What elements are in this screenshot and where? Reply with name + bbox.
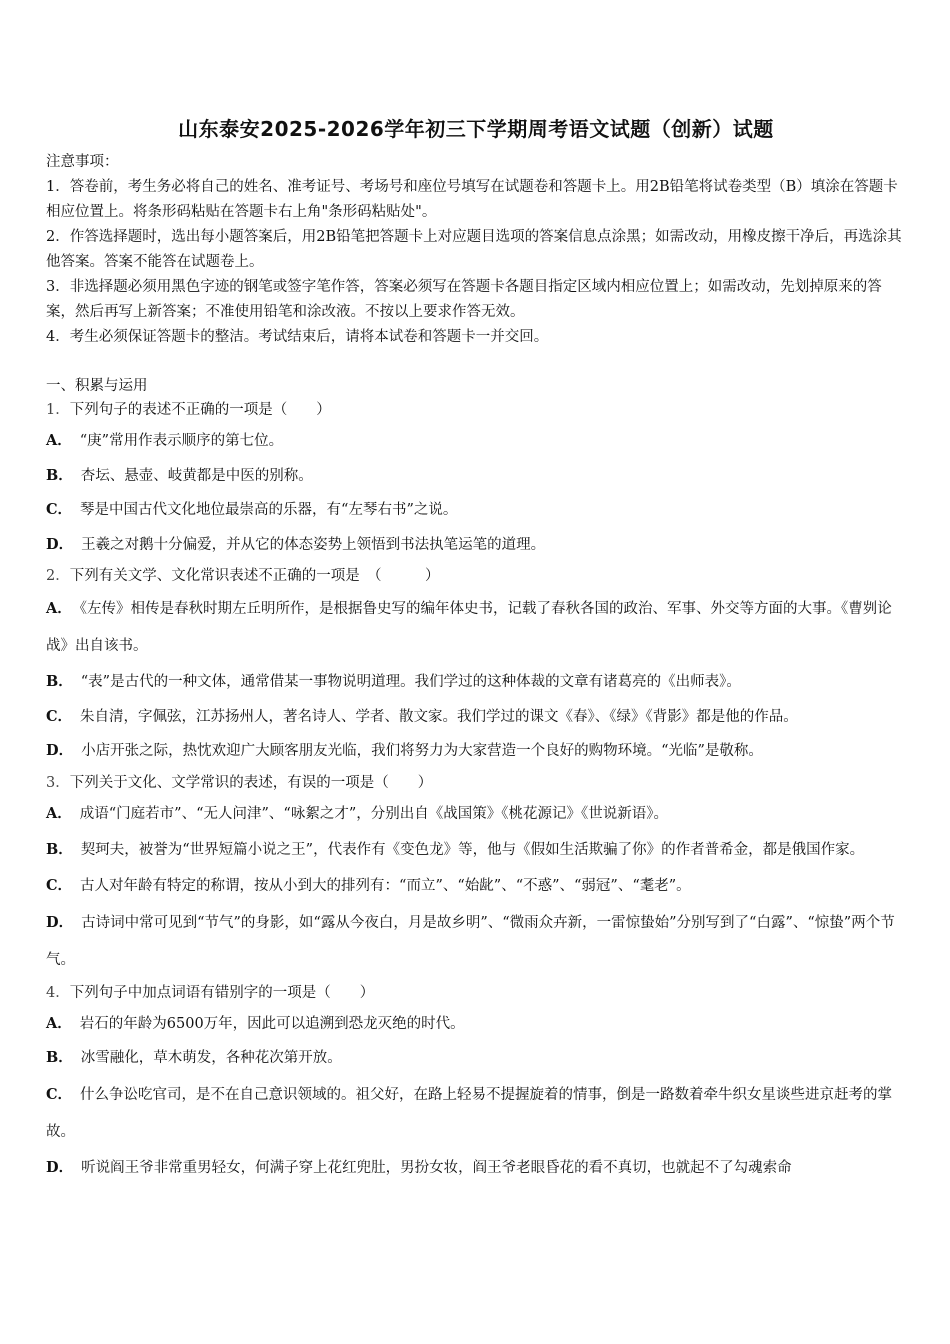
question-text: 下列有关文学、文化常识表述不正确的一项是 （ ）	[69, 568, 440, 584]
page-title: 山东泰安2025-2026学年初三下学期周考语文试题（创新）试题	[178, 117, 774, 141]
option-label: A．	[46, 432, 72, 449]
option	[46, 734, 906, 769]
notice-item: 4．考生必须保证答题卡的整洁。考试结束后，请将本试卷和答题卡一并交回。	[46, 329, 549, 345]
option-text: “表”是古代的一种文体，通常借某一事物说明道理。我们学过的这种体裁的文章有诸葛亮的《出师表》。	[80, 674, 741, 690]
option	[46, 700, 906, 735]
option	[46, 1151, 906, 1186]
question-text: 下列句子的表述不正确的一项是（ ）	[69, 402, 331, 418]
option-label: A．	[46, 804, 72, 822]
option	[46, 459, 906, 494]
option-label: C．	[46, 877, 73, 894]
notice-heading: 注意事项：	[46, 154, 119, 170]
option-text: 王羲之对鹅十分偏爱，并从它的体态姿势上领悟到书法执笔运笔的道理。	[81, 536, 546, 553]
option-label: C．	[46, 1085, 73, 1103]
option-text: 冰雪融化，草木萌发，各种花次第开放。	[80, 1050, 342, 1066]
question-stem	[46, 979, 906, 1007]
option-text: 《左传》相传是春秋时期左丘明所作，是根据鲁史写的编年体史书，记载了春秋各国的政治、军事、外交等方面的大事。《曹刿论战》出自该书。	[46, 601, 892, 654]
option	[46, 493, 906, 528]
option-text: 成语“门庭若市”、“无人问津”、“咏絮之才”，分别出自《战国策》《桃花源记》《世说新语》。	[79, 805, 668, 822]
option-label: D．	[46, 535, 74, 553]
option	[46, 528, 906, 563]
notice-item: 1．答卷前，考生务必将自己的姓名、准考证号、考场号和座位号填写在试题卷和答题卡上。用2B铅笔将试卷类型（B）填涂在答题卡相应位置上。将条形码粘贴在答题卡右上角"条形码粘贴处"。	[46, 179, 898, 220]
option	[46, 797, 906, 832]
option-text: 什么争讼吃官司，是不在自己意识领域的。祖父好，在路上轻易不提握旋着的情事，倒是一路数着牵牛织女星谈些进京赶考的掌故。	[46, 1086, 893, 1140]
option-text: 杏坛、悬壶、岐黄都是中医的别称。	[80, 467, 313, 484]
notice-item: 2．作答选择题时，选出每小题答案后，用2B铅笔把答题卡上对应题目选项的答案信息点涂黑；如需改动，用橡皮擦干净后，再选涂其他答案。答案不能答在试题卷上。	[46, 229, 902, 270]
notice-item: 3．非选择题必须用黑色字迹的钢笔或签字笔作答，答案必须写在答题卡各题目指定区域内相应位置上；如需改动，先划掉原来的答案，然后再写上新答案；不准使用铅笔和涂改液。不按以上要求作答无效。	[46, 279, 882, 320]
option-label: A．	[46, 600, 72, 617]
option-text: 琴是中国古代文化地位最崇高的乐器，有“左琴右书”之说。	[80, 502, 458, 518]
option-label: C．	[46, 707, 73, 725]
option-label: B．	[46, 841, 73, 858]
question-number: 4．	[46, 984, 70, 1001]
option	[46, 1076, 906, 1151]
question-number: 1．	[46, 402, 70, 418]
option-text: 古诗词中常可见到“节气”的身影，如“露从今夜白，月是故乡明”、“微雨众卉新，一雷惊蛰始”分别写到了“白露”、“惊蛰”两个节气。	[46, 914, 895, 968]
question-stem	[46, 562, 906, 590]
option-text: 岩石的年龄为6500万年，因此可以追溯到恐龙灭绝的时代。	[79, 1015, 465, 1032]
question-text: 下列关于文化、文学常识的表述，有误的一项是（ ）	[69, 774, 433, 791]
option-label: A．	[46, 1014, 72, 1032]
option	[46, 869, 906, 904]
question-number: 2．	[46, 568, 70, 584]
option-text: 小店开张之际，热忱欢迎广大顾客朋友光临，我们将努力为大家营造一个良好的购物环境。“光临”是敬称。	[81, 743, 763, 759]
notice-block	[46, 150, 906, 350]
option-label: D．	[46, 913, 74, 931]
option	[46, 904, 906, 979]
option	[46, 1007, 906, 1042]
option-label: C．	[46, 501, 73, 518]
option-text: 古人对年龄有特定的称谓，按从小到大的排列有：“而立”、“始龀”、“不惑”、“弱冠”、“耄老”。	[80, 878, 691, 894]
option-label: B．	[46, 673, 73, 690]
question-stem	[46, 396, 906, 424]
option-label: B．	[46, 1049, 73, 1066]
question-number: 3．	[46, 774, 70, 791]
option-label: B．	[46, 466, 73, 484]
option-text: 听说阎王爷非常重男轻女，何满子穿上花红兜肚，男扮女妆，阎王爷老眼昏花的看不真切，也就起不了勾魂索命	[81, 1159, 792, 1176]
option	[46, 665, 906, 700]
question-stem	[46, 769, 906, 797]
question-list	[46, 396, 906, 1185]
option-label: D．	[46, 742, 74, 759]
option-label: D．	[46, 1158, 74, 1176]
option	[46, 424, 906, 459]
option-text: “庚”常用作表示顺序的第七位。	[79, 433, 284, 449]
question-text: 下列句子中加点词语有错别字的一项是（ ）	[69, 984, 375, 1001]
option	[46, 1041, 906, 1076]
option	[46, 831, 906, 869]
option	[46, 590, 906, 665]
option-text: 朱自清，字佩弦，江苏扬州人，著名诗人、学者、散文家。我们学过的课文《春》、《绿》《背影》都是他的作品。	[80, 708, 798, 725]
option-text: 契珂夫，被誉为“世界短篇小说之王”，代表作有《变色龙》等，他与《假如生活欺骗了你》的作者普希金，都是俄国作家。	[80, 842, 865, 858]
section-heading: 一、积累与运用	[46, 378, 148, 394]
